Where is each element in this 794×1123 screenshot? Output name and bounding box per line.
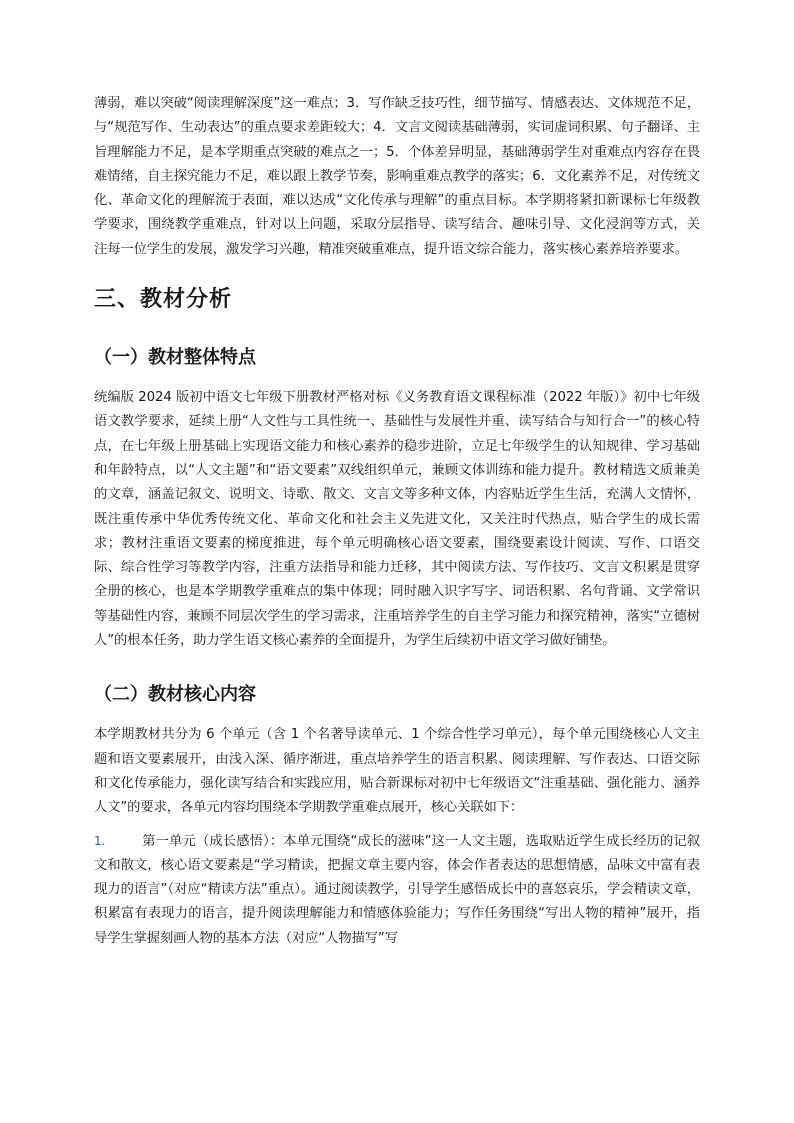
list-item [94, 829, 700, 951]
overall-features-paragraph: 统编版 2024 版初中语文七年级下册教材严格对标《义务教育语文课程标准（2022 年版）》初中七年级语文教学要求，延续上册“人文性与工具性统一、基础性与发展性并重、读写结合与知行合一”的核心特点，在七年级上册基础上实现语文能力和核心素养的稳步进阶，立足七年级学生的认知规律、学习基础和年龄特点，以“人文主题”和“语文要素”双线组织单元，兼顾文体训练和能力提升。教材精选文质兼美的文章，涵盖记叙文、说明文、诗歌、散文、文言文等多种文体，内容贴近学生生活，充满人文情怀，既注重传承中华优秀传统文化、革命文化和社会主义先进文化，又关注时代热点，贴合学生的成长需求；教材注重语文要素的梯度推进，每个单元明确核心语文要素，围绕要素设计阅读、写作、口语交际、综合性学习等教学内容，注重方法指导和能力迁移，其中阅读方法、写作技巧、文言文积累是贯穿全册的核心，也是本学期教学重难点的集中体现；同时融入识字写字、词语积累、名句背诵、文学常识等基础性内容，兼顾不同层次学生的学习需求，注重培养学生的自主学习能力和探究精神，落实“立德树人”的根本任务，助力学生语文核心素养的全面提升，为学生后续初中语文学习做好铺垫。 [94, 390, 700, 649]
section-heading-textbook-analysis: 三、教材分析 [94, 287, 233, 313]
list-item-number: 1. [94, 833, 106, 848]
subheading-overall-features: （一）教材整体特点 [94, 347, 256, 369]
list-item-text: 第一单元（成长感悟）：本单元围绕“成长的滋味”这一人文主题，选取贴近学生成长经历的记叙文和散文，核心语文要素是“学习精读，把握文章主要内容，体会作者表达的思想情感，品味文中富有表现力的语言”（对应“精读方法”重点）。通过阅读教学，引导学生感悟成长中的喜怒哀乐，学会精读文章，积累富有表现力的语言，提升阅读理解能力和情感体验能力；写作任务围绕“写出人物的精神”展开，指导学生掌握刻画人物的基本方法（对应“人物描写”写 [94, 833, 700, 946]
subheading-core-content: （二）教材核心内容 [94, 684, 256, 706]
core-content-paragraph: 本学期教材共分为 6 个单元（含 1 个名著导读单元、1 个综合性学习单元），每个单元围绕核心人文主题和语文要素展开，由浅入深、循序渐进，重点培养学生的语言积累、阅读理解、写作表达、口语交际和文化传承能力，强化读写结合和实践应用，贴合新课标对初中七年级语文“注重基础、强化能力、涵养人文”的要求，各单元内容均围绕本学期教学重难点展开，核心关联如下： [94, 727, 700, 816]
intro-paragraph: 薄弱，难以突破“阅读理解深度”这一难点；3．写作缺乏技巧性，细节描写、情感表达、文体规范不足，与“规范写作、生动表达”的重点要求差距较大；4．文言文阅读基础薄弱，实词虚词积累、句子翻译、主旨理解能力不足，是本学期重点突破的难点之一；5．个体差异明显，基础薄弱学生对重难点内容存在畏难情绪，自主探究能力不足，难以跟上教学节奏，影响重难点教学的落实；6．文化素养不足，对传统文化、革命文化的理解流于表面，难以达成“文化传承与理解”的重点目标。本学期将紧扣新课标七年级教学要求，围绕教学重难点，针对以上问题，采取分层指导、读写结合、趣味引导、文化浸润等方式，关注每一位学生的发展，激发学习兴趣，精准突破重难点，提升语文综合能力，落实核心素养培养要求。 [94, 96, 700, 257]
